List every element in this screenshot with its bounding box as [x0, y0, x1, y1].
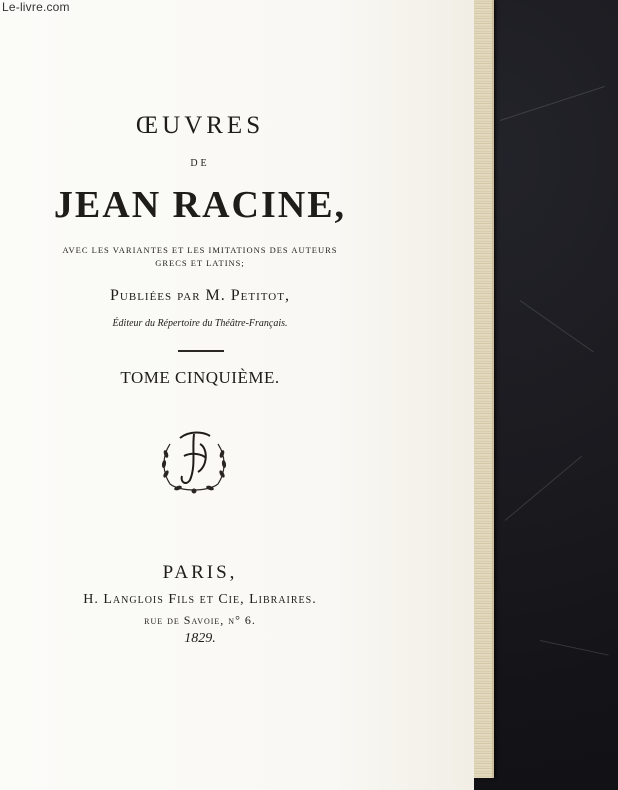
imprint-publisher: H. Langlois Fils et Cie, Libraires. — [83, 592, 317, 607]
author-name: JEAN RACINE, — [53, 184, 347, 226]
editor-line: Publiées par M. Petitot, — [110, 287, 290, 304]
subtitle-line-1: AVEC LES VARIANTES ET LES IMITATIONS DES AUTEURS — [62, 245, 338, 255]
divider-rule — [178, 350, 224, 352]
imprint-year: 1829. — [184, 631, 216, 646]
heading-de: DE — [190, 158, 210, 169]
monogram-wreath-icon — [156, 426, 232, 498]
volume-label: TOME CINQUIÈME. — [120, 368, 280, 387]
imprint-place: PARIS, — [162, 562, 238, 583]
imprint-address: rue de Savoie, n° 6. — [144, 613, 256, 627]
watermark-text: Le-livre.com — [2, 0, 70, 14]
subtitle-line-2: GRECS ET LATINS; — [155, 258, 245, 268]
heading-oeuvres: ŒUVRES — [135, 112, 265, 139]
editor-credential: Éditeur du Répertoire du Théâtre-Français. — [112, 318, 288, 329]
